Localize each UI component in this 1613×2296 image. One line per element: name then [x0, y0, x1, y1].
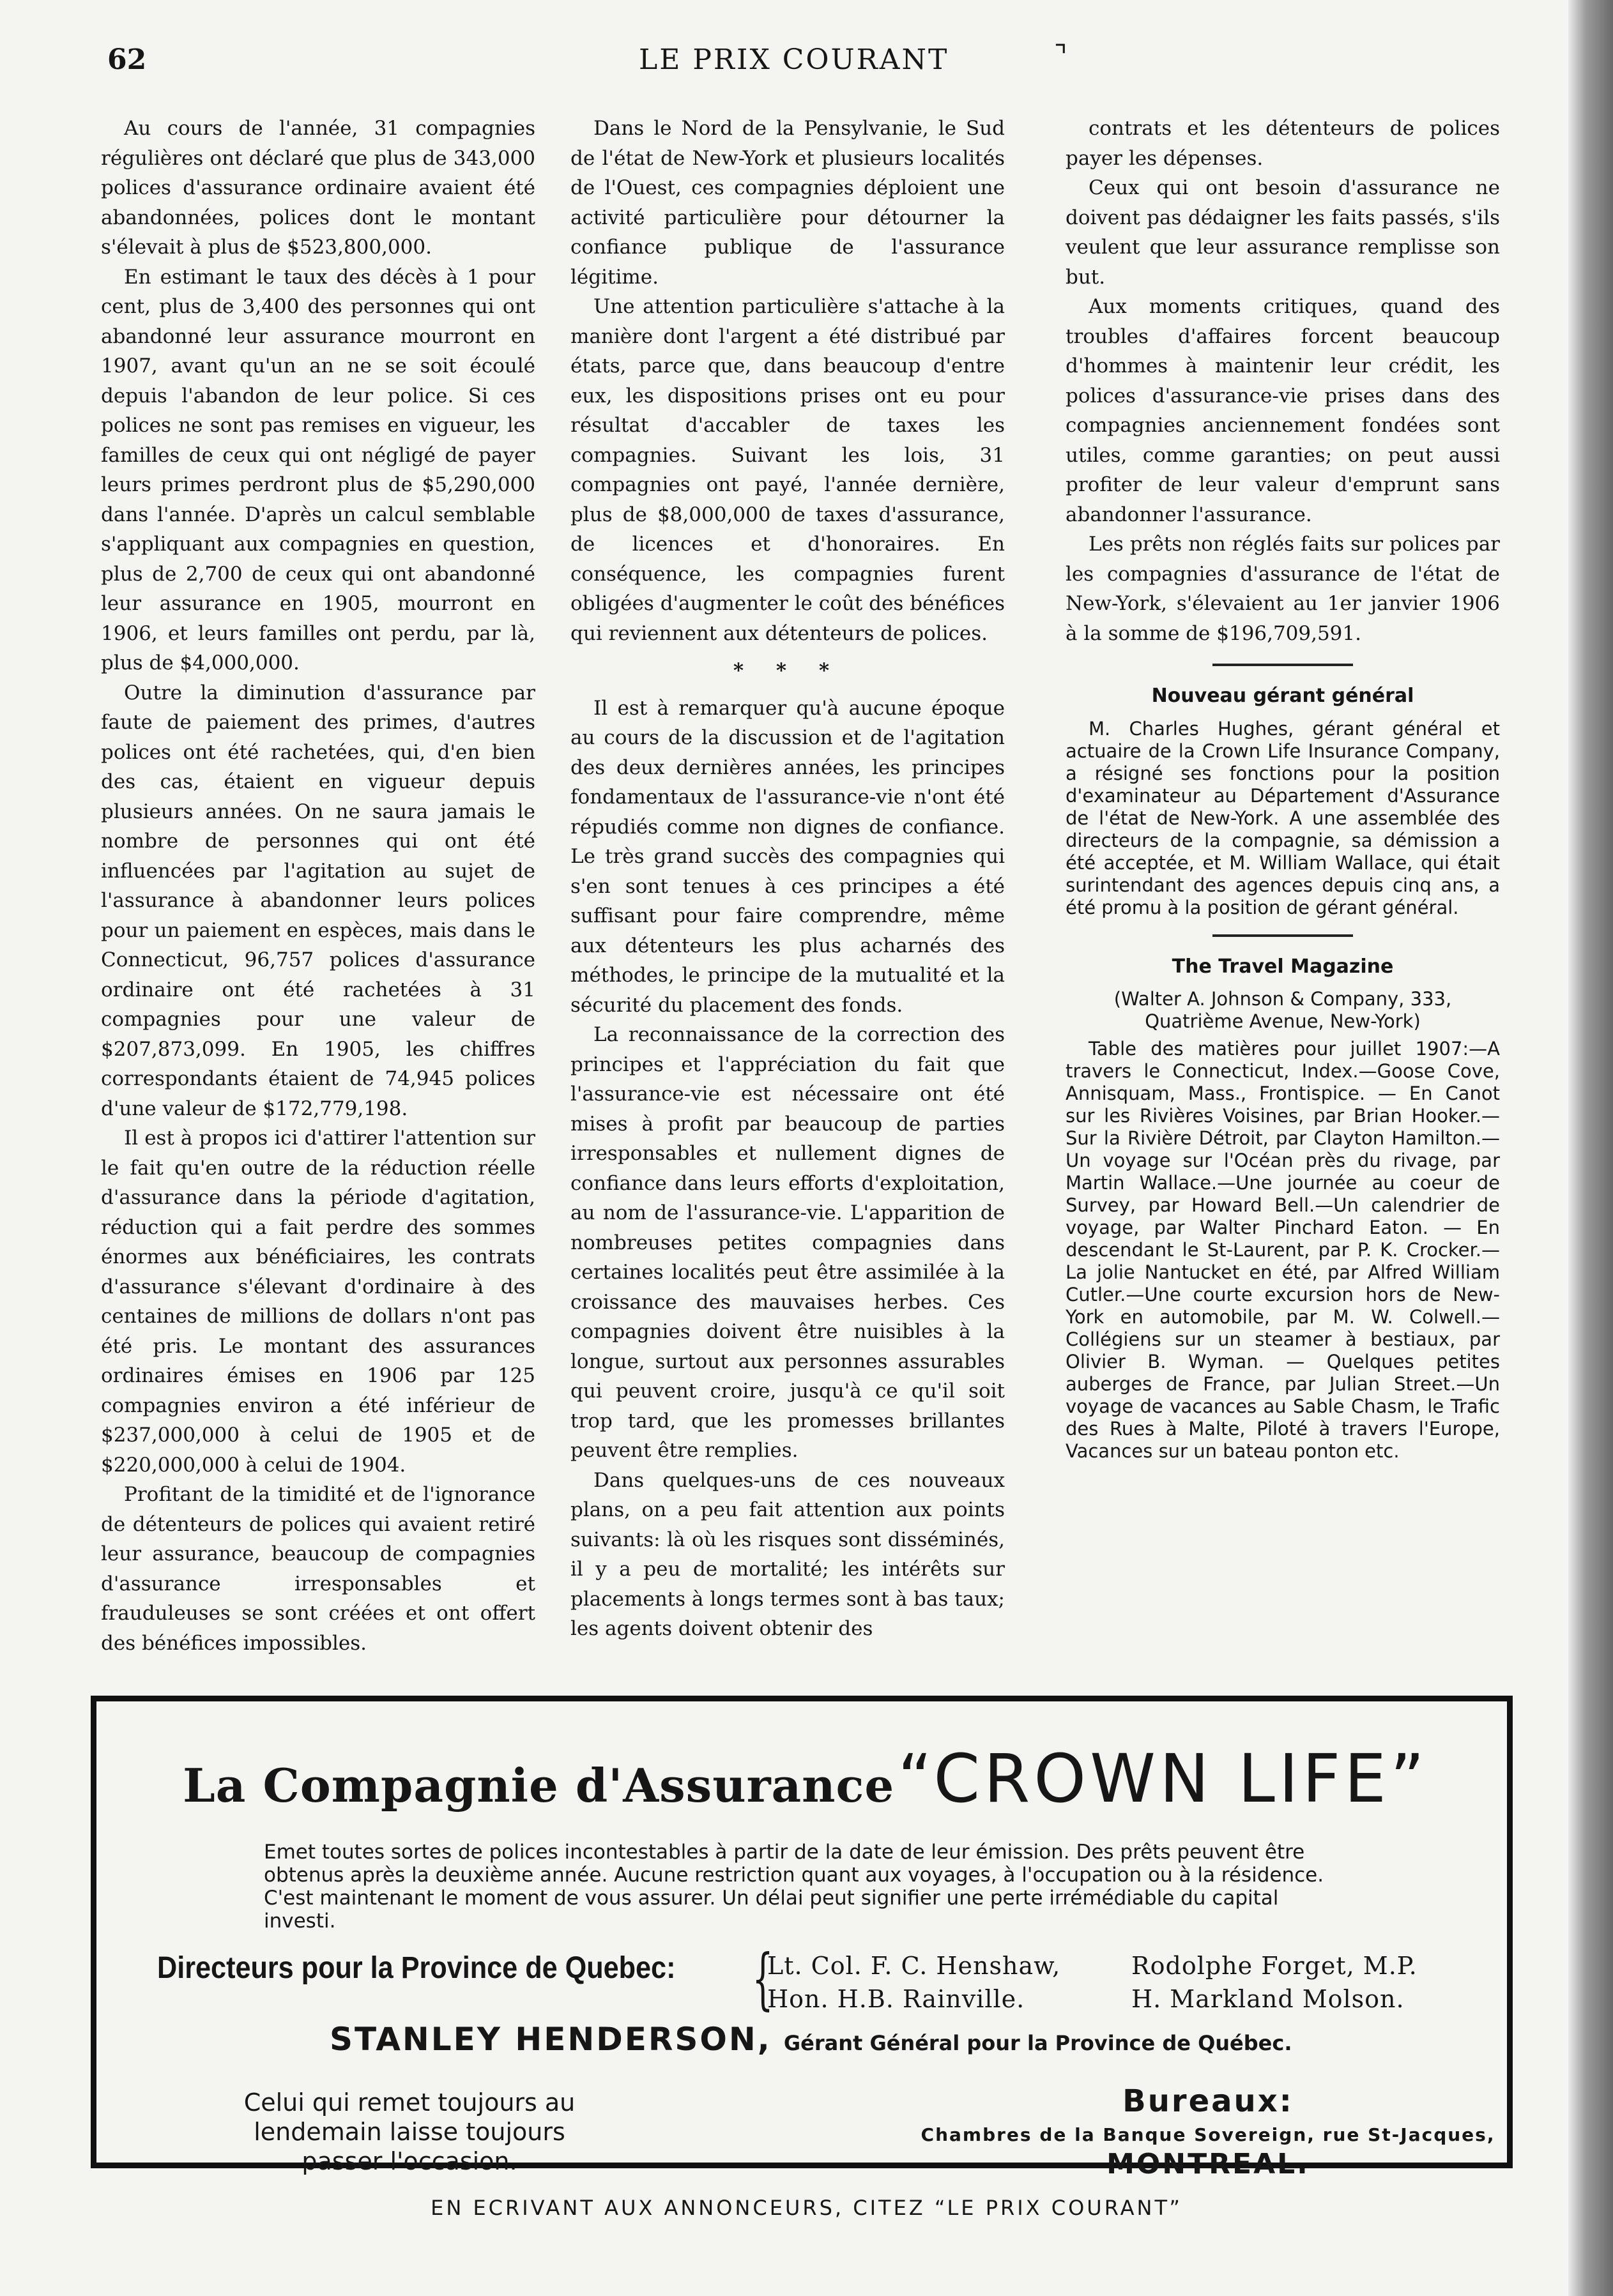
ad-title [148, 1740, 1464, 1818]
section-title-new-manager: Nouveau gérant général [1151, 685, 1414, 707]
director-name: Hon. H.B. Rainville. [767, 1985, 1025, 2013]
paragraph: Dans quelques-uns de ces nouveaux plans, on a peu fait attention aux points suivants: là où les risques sont disséminés, il y a peu de mortalité; les intérêts sur placements à longs termes sont à bas taux; les agents doivent obtenir des [570, 1468, 1005, 1640]
paragraph: La reconnaissance de la correction des principes et l'appréciation du fait que l'assurance-vie est nécessaire ont été mises à profit par beaucoup de parties irresponsables et nullement dignes de confiance dans leurs efforts d'exploitation, au nom de l'assurance-vie. L'apparition de nombreuses petites compagnies dans certaines localités peut être assimilée à la croissance des mauvaises herbes. Ces compagnies doivent être nuisibles à la longue, surtout aux personnes assurables qui peuvent croire, jusqu'à ce qu'il soit trop tard, que les promesses brillantes peuvent être remplies. [570, 1023, 1005, 1462]
divider [1212, 934, 1353, 937]
page-edge [1568, 0, 1613, 2296]
paragraph: Aux moments critiques, quand des troubles d'affaires forcent beaucoup d'hommes à maintenir leur crédit, les polices d'assurance-vie prises dans des compagnies anciennement fondées sont utiles, comme garanties; on peut aussi profiter de leur valeur d'emprunt sans abandonner l'assurance. [1066, 295, 1500, 526]
director-name: H. Markland Molson. [1131, 1985, 1405, 2013]
directors-list-right [1131, 1949, 1418, 2016]
paragraph: Profitant de la timidité et de l'ignorance de détenteurs de polices qui avaient retiré leur assurance, beaucoup de compagnies d'assurance irresponsables et frauduleuses se sont créées et ont offert des bénéfices impossibles. [101, 1483, 535, 1655]
paragraph: Au cours de l'année, 31 compagnies régulières ont déclaré que plus de 343,000 polices d'assurance ordinaire avaient été abandonnées, polices dont le montant s'élevait à plus de $523,800,000. [101, 117, 535, 259]
crown-life-advertisement [91, 1696, 1513, 2180]
directors-list-left [767, 1949, 1060, 2016]
brace-glyph: { [752, 1940, 774, 2018]
section-title-travel-magazine: The Travel Magazine [1172, 955, 1394, 978]
column-3 [1066, 114, 1500, 1463]
paragraph: Les prêts non réglés faits sur polices par les compagnies d'assurance de l'état de New-York, s'élevaient au 1er janvier 1906 à la somme de $196,709,591. [1066, 533, 1500, 645]
section-travel-magazine [1066, 988, 1500, 1463]
paragraph: Une attention particulière s'attache à la manière dont l'argent a été distribué par états, parce que, dans beaucoup d'entre eux, les dispositions prises ont eu pour résultat d'accabler de taxes les compagnies. Suivant les lois, 31 compagnies ont payé, l'année dernière, plus de $8,000,000 de taxes d'assurance, de licences et d'honoraires. En conséquence, les compagnies furent obligées d'augmenter le coût des bénéfices qui reviennent aux détenteurs de polices. [570, 295, 1005, 645]
paragraph: contrats et les détenteurs de polices payer les dépenses. [1066, 117, 1500, 170]
page-footer: EN ECRIVANT AUX ANNONCEURS, CITEZ “LE PRIX COURANT” [431, 2196, 1182, 2220]
publisher-line: (Walter A. Johnson & Company, 333, Quatrième Avenue, New-York) [1113, 988, 1452, 1032]
section-separator: * * * [733, 659, 843, 682]
ad-brand-name: “CROWN LIFE” [898, 1740, 1428, 1818]
paragraph: Il est à remarquer qu'à aucune époque au cours de la discussion et de l'agitation des deux dernières années, les principes fondamentaux de l'assurance-vie n'ont été répudiés comme non dignes de confiance. Le très grand succès des compagnies qui s'en sont tenues à ces principes a été suffisant pour faire comprendre, même aux détenteurs les plus acharnés des méthodes, le principe de la mutualité et la sécurité du placement des fonds. [570, 696, 1005, 1017]
ad-company-name: La Compagnie d'Assurance [183, 1758, 895, 1813]
offices-title: Bureaux: [1122, 2083, 1294, 2119]
ad-manager [330, 2021, 1292, 2058]
paragraph: Dans le Nord de la Pensylvanie, le Sud de l'état de New-York et plusieurs localités de l'Ouest, ces compagnies déploient une activité particulière pour détourner la confiance publique de l'assurance légitime. [570, 117, 1005, 289]
director-name: Rodolphe Forget, M.P. [1131, 1952, 1418, 1980]
ad-description: Emet toutes sortes de polices incontestables à partir de la date de leur émission. Des prêts peuvent être obtenus après la deuxième année. Aucune restriction quant aux voyages, à l'occupation ou à la résidence. C'est maintenant le moment de vous assurer. Un délai peut signifier une perte irrémédiable du capital investi. [264, 1841, 1324, 1933]
paragraph: Il est à propos ici d'attirer l'attention sur le fait qu'en outre de la réduction réelle d'assurance dans la période d'agitation, réduction qui a fait perdre des sommes énormes aux bénéficiaires, les contrats d'assurance s'élevant d'ordinaire à des centaines de millions de dollars n'ont pas été pris. Le montant des assurances ordinaires émises en 1906 par 125 compagnies environ a été inférieur de $237,000,000 à celui de 1905 et de $220,000,000 à celui de 1904. [101, 1127, 535, 1477]
column-2 [570, 114, 1005, 1644]
page-header [0, 40, 1613, 82]
page-number: 62 [107, 43, 147, 76]
manager-role: Gérant Général pour la Province de Québec. [783, 2031, 1292, 2055]
paragraph: Table des matières pour juillet 1907:—A travers le Connecticut, Index.—Goose Cove, Annisquam, Mass., Frontispice. — En Canot sur les Rivières Voisines, par Brian Hooker.—Sur la Rivière Détroit, par Clayton Hamilton.—Un voyage sur l'Océan près du rivage, par Martin Wallace.—Une journée au coeur de Survey, par Howard Bell.—Un calendrier de voyage, par Walter Pinchard Eaton. — En descendant le St-Laurent, par P. K. Crocker.—La jolie Nantucket en été, par Alfred William Cutler.—Une courte excursion hors de New-York en automobile, par M. W. Colwell.—Collégiens sur un steamer à bestiaux, par Olivier B. Wyman. — Quelques petites auberges de France, par Julian Street.—Un voyage de vacances au Sable Chasm, le Trafic des Rues à Malte, Piloté à travers l'Europe, Vacances sur un bateau ponton etc. [1066, 1038, 1500, 1462]
divider [1212, 664, 1353, 666]
paragraph: En estimant le taux des décès à 1 pour cent, plus de 3,400 des personnes qui ont abandonné leur assurance mourront en 1907, avant qu'un an ne se soit écoulé depuis l'abandon de leur police. Si ces polices ne sont pas remises en vigueur, les familles de ceux qui ont négligé de payer leurs primes perdront plus de $5,290,000 dans l'année. D'après un calcul semblable s'appliquant aux compagnies en question, plus de 2,700 de ceux qui ont abandonné leur assurance en 1905, mourront en 1906, et leurs familles ont perdu, par là, plus de $4,000,000. [101, 265, 535, 674]
column-1 [101, 114, 535, 1658]
paragraph: M. Charles Hughes, gérant général et actuaire de la Crown Life Insurance Company, a résigné ses fonctions pour la position d'examinateur au Département d'Assurance de l'état de New-York. A une assemblée des directeurs de la compagnie, sa démission a été acceptée, et M. William Wallace, qui était surintendant des agences depuis cinq ans, a été promu à la position de gérant général. [1066, 717, 1500, 918]
ad-quote: Celui qui remet toujours au lendemain laisse toujours passer l'occasion. [243, 2088, 576, 2175]
paragraph: Outre la diminution d'assurance par faute de paiement des primes, d'autres polices ont été rachetées, qui, d'en bien des cas, étaient en vigueur depuis plusieurs années. On ne saura jamais le nombre de personnes qui ont été influencées par l'agitation au sujet de l'assurance à abandonner leurs polices pour un paiement en espèces, mais dans le Connecticut, 96,757 polices d'assurance ordinaire ont été rachetées à 31 compagnies pour une valeur de $207,873,099. En 1905, les chiffres correspondants étaient de 74,945 polices d'une valeur de $172,779,198. [101, 681, 535, 1120]
paragraph: Ceux qui ont besoin d'assurance ne doivent pas dédaigner les faits passés, s'ils veulent que leur assurance remplisse son but. [1066, 176, 1500, 289]
offices-city: MONTREAL. [1106, 2148, 1310, 2180]
journal-title: LE PRIX COURANT [639, 43, 949, 76]
offices-address: Chambres de la Banque Sovereign, rue St-Jacques, [921, 2124, 1495, 2145]
section-new-manager [1066, 718, 1500, 919]
ad-offices [889, 2083, 1527, 2180]
corner-mark: ⌝ [1054, 40, 1067, 72]
manager-name: STANLEY HENDERSON, [330, 2021, 772, 2058]
director-name: Lt. Col. F. C. Henshaw, [767, 1952, 1061, 1980]
ad-directors-label: Directeurs pour la Province de Quebec: [157, 1951, 676, 1985]
